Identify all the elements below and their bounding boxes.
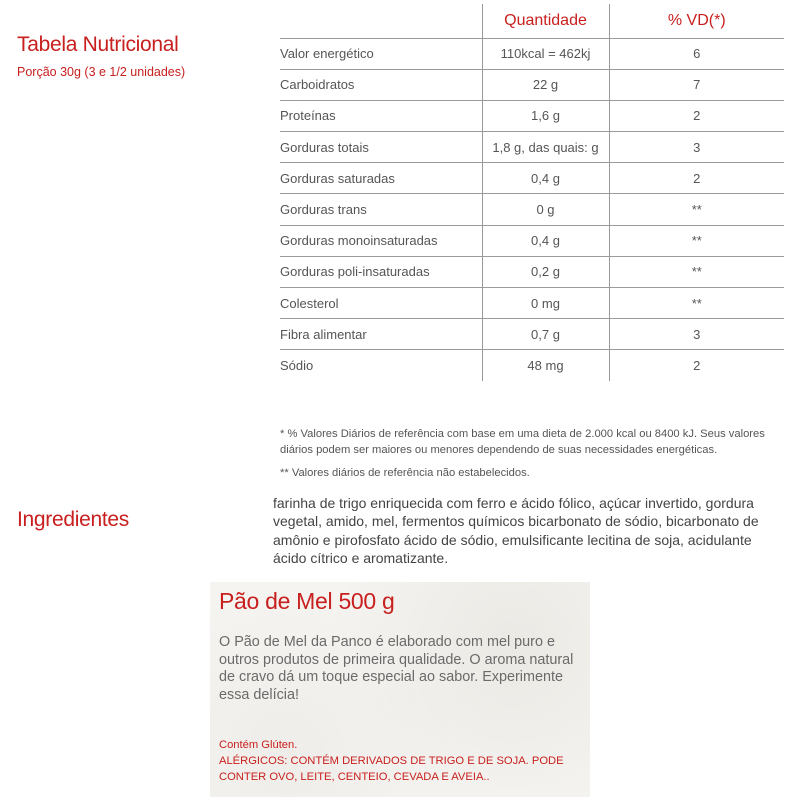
nutrient-cell: Gorduras totais xyxy=(280,132,482,163)
daily-value-cell: 2 xyxy=(609,163,784,194)
quantity-cell: 1,8 g, das quais: g xyxy=(482,132,609,163)
nutrient-cell: Colesterol xyxy=(280,288,482,319)
daily-value-cell: 2 xyxy=(609,350,784,381)
table-row xyxy=(280,350,784,381)
table-row xyxy=(280,319,784,350)
daily-value-cell: 7 xyxy=(609,69,784,100)
header-daily-value: % VD(*) xyxy=(609,4,784,38)
nutrition-table-body xyxy=(280,38,784,381)
daily-value-cell: ** xyxy=(609,256,784,287)
daily-value-cell: ** xyxy=(609,288,784,319)
table-row xyxy=(280,288,784,319)
quantity-cell: 0 mg xyxy=(482,288,609,319)
quantity-cell: 1,6 g xyxy=(482,100,609,131)
daily-values-note: * % Valores Diários de referência com base em uma dieta de 2.000 kcal ou 8400 kJ. Seus valores diários podem ser maiores ou menores dependendo de suas necessidades energéticas. xyxy=(280,428,765,456)
product-description: O Pão de Mel da Panco é elaborado com mel puro e outros produtos de primeira qualidade. O aroma natural de cravo dá um toque especial ao sabor. Experimente essa delícia! xyxy=(219,634,574,703)
table-row xyxy=(280,225,784,256)
nutrient-cell: Valor energético xyxy=(280,38,482,69)
quantity-cell: 110kcal = 462kj xyxy=(482,38,609,69)
nutrition-title: Tabela Nutricional xyxy=(17,33,179,56)
header-nutrient xyxy=(280,4,482,38)
quantity-cell: 48 mg xyxy=(482,350,609,381)
nutrient-cell: Fibra alimentar xyxy=(280,319,482,350)
daily-value-cell: 3 xyxy=(609,132,784,163)
gluten-warning: Contém Glúten. xyxy=(219,739,298,751)
portion-size: Porção 30g (3 e 1/2 unidades) xyxy=(17,65,186,79)
not-established-note: ** Valores diários de referência não estabelecidos. xyxy=(280,467,530,479)
nutrient-cell: Gorduras poli-insaturadas xyxy=(280,256,482,287)
nutrient-cell: Gorduras monoinsaturadas xyxy=(280,225,482,256)
quantity-cell: 0,2 g xyxy=(482,256,609,287)
daily-value-cell: 6 xyxy=(609,38,784,69)
daily-value-cell: 2 xyxy=(609,100,784,131)
daily-value-cell: 3 xyxy=(609,319,784,350)
table-row xyxy=(280,256,784,287)
quantity-cell: 0,4 g xyxy=(482,225,609,256)
product-title: Pão de Mel 500 g xyxy=(219,588,395,614)
table-row xyxy=(280,100,784,131)
nutrient-cell: Gorduras saturadas xyxy=(280,163,482,194)
ingredients-text: farinha de trigo enriquecida com ferro e ácido fólico, açúcar invertido, gordura vegetal, amido, mel, fermentos químicos bicarbonato de sódio, bicarbonato de amônio e pirofosfato ácido de sódio, emulsificante lecitina de soja, acidulante ácido cítrico e aromatizante. xyxy=(273,495,759,566)
header-quantity: Quantidade xyxy=(482,4,609,38)
nutrient-cell: Sódio xyxy=(280,358,314,374)
table-row xyxy=(280,163,784,194)
nutrition-table xyxy=(280,4,784,381)
nutrient-cell: Gorduras trans xyxy=(280,194,482,225)
table-row xyxy=(280,69,784,100)
allergen-warning: ALÉRGICOS: CONTÉM DERIVADOS DE TRIGO E DE SOJA. PODE CONTER OVO, LEITE, CENTEIO, CEVADA E AVEIA.. xyxy=(219,755,564,783)
table-header-row xyxy=(280,4,784,38)
ingredients-title: Ingredientes xyxy=(17,508,129,531)
daily-value-cell: ** xyxy=(609,194,784,225)
nutrient-cell: Proteínas xyxy=(280,100,482,131)
table-row xyxy=(280,38,784,69)
daily-value-cell: ** xyxy=(609,225,784,256)
quantity-cell: 22 g xyxy=(482,69,609,100)
table-row xyxy=(280,194,784,225)
quantity-cell: 0,4 g xyxy=(482,163,609,194)
quantity-cell: 0 g xyxy=(482,194,609,225)
quantity-cell: 0,7 g xyxy=(482,319,609,350)
nutrient-cell: Carboidratos xyxy=(280,69,482,100)
table-row xyxy=(280,132,784,163)
product-card xyxy=(210,582,590,797)
